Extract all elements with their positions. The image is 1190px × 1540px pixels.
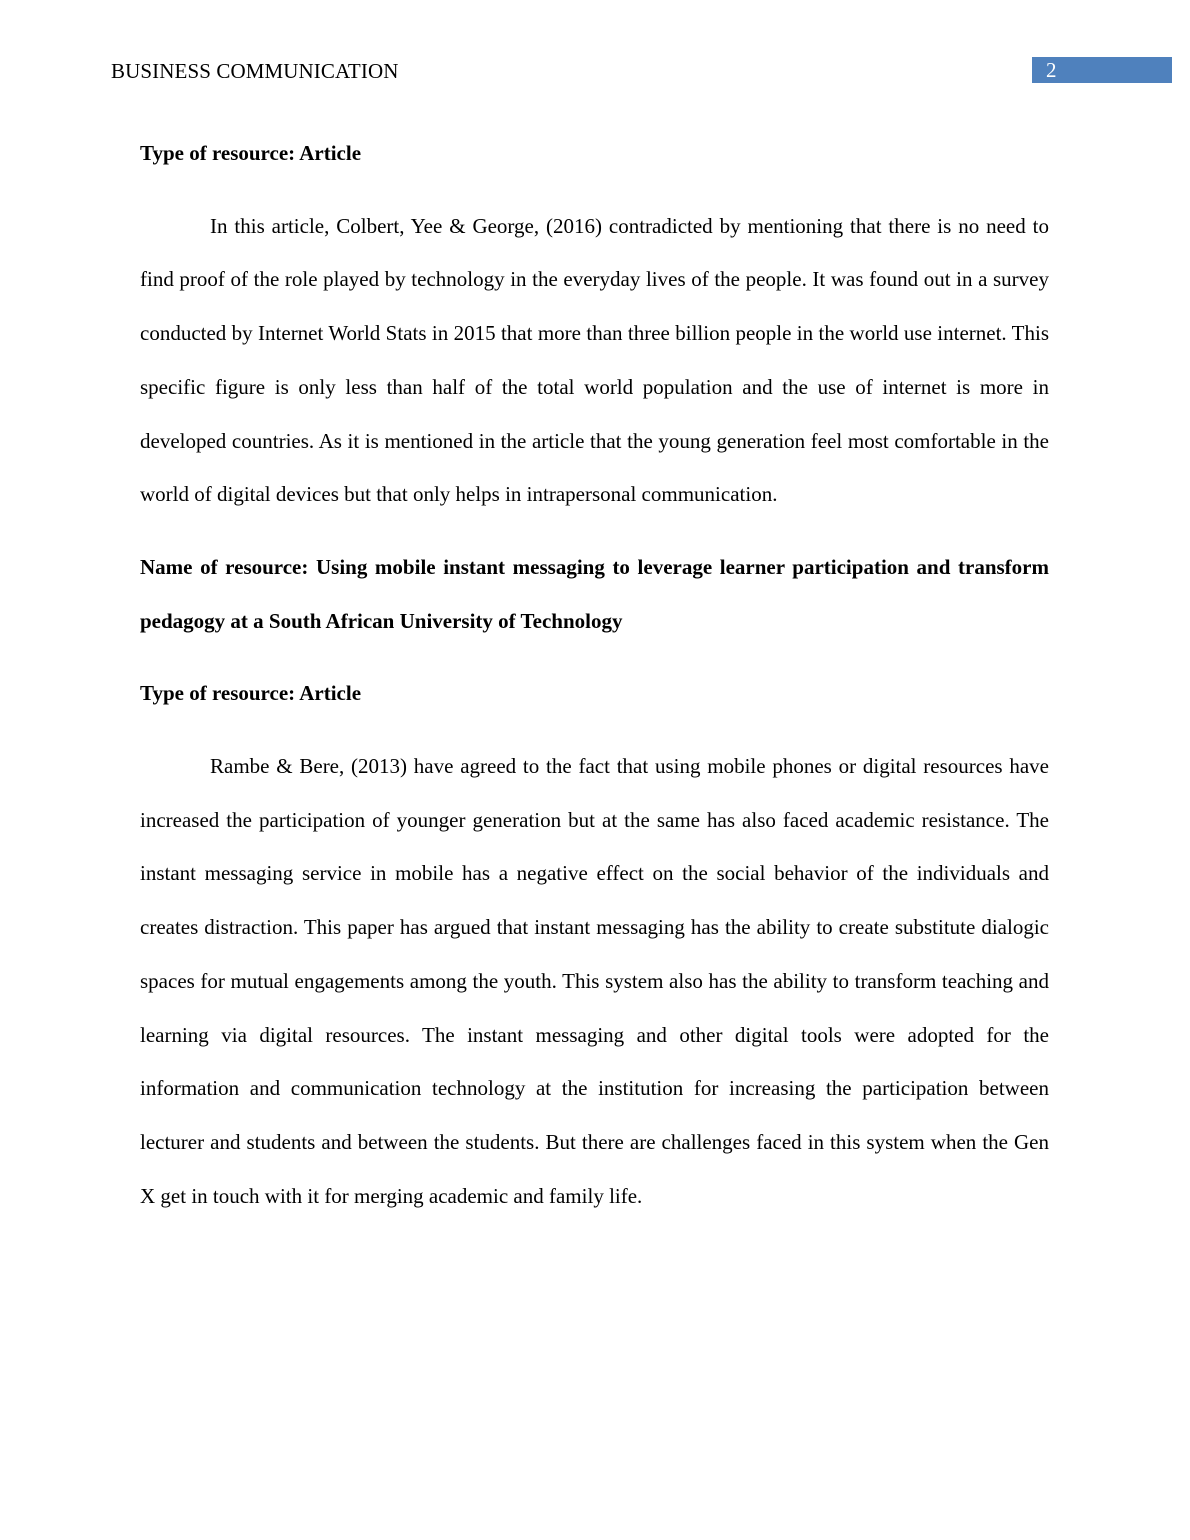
body-paragraph: In this article, Colbert, Yee & George, (2016) contradicted by mentioning that there is no need to find proof of the role played by technology in the everyday lives of the people. It was found out in a survey conducted by Internet World Stats in 2015 that more than three billion people in the world use internet. This specific figure is only less than half of the total world population and the use of internet is more in developed countries. As it is mentioned in the article that the young generation feel most comfortable in the world of digital devices but that only helps in intrapersonal communication. — [140, 213, 1049, 507]
page-number: 2 — [1046, 58, 1057, 82]
resource-type-heading: Type of resource: Article — [140, 141, 362, 165]
resource-type-heading: Type of resource: Article — [140, 681, 362, 706]
body-paragraph: Rambe & Bere, (2013) have agreed to the fact that using mobile phones or digital resources have increased the participation of younger generation but at the same has also faced academic resistance. The instant messaging service in mobile has a negative effect on the social behavior of the individuals and creates distraction. This paper has argued that instant messaging has the ability to create substitute dialogic spaces for mutual engagements among the youth. This system also has the ability to transform teaching and learning via digital resources. The instant messaging and other digital tools were adopted for the information and communication technology at the institution for increasing the participation between lecturer and students and between the students. But there are challenges faced in this system when the Gen X get in touch with it for merging academic and family life. — [140, 754, 1049, 1208]
document-body — [140, 127, 1049, 1242]
resource-name-heading: Name of resource: Using mobile instant messaging to leverage learner participation and transform pedagogy at a South African University of Technology — [140, 554, 1049, 633]
running-header-title: BUSINESS COMMUNICATION — [111, 59, 399, 83]
page-number-box — [1032, 57, 1172, 83]
